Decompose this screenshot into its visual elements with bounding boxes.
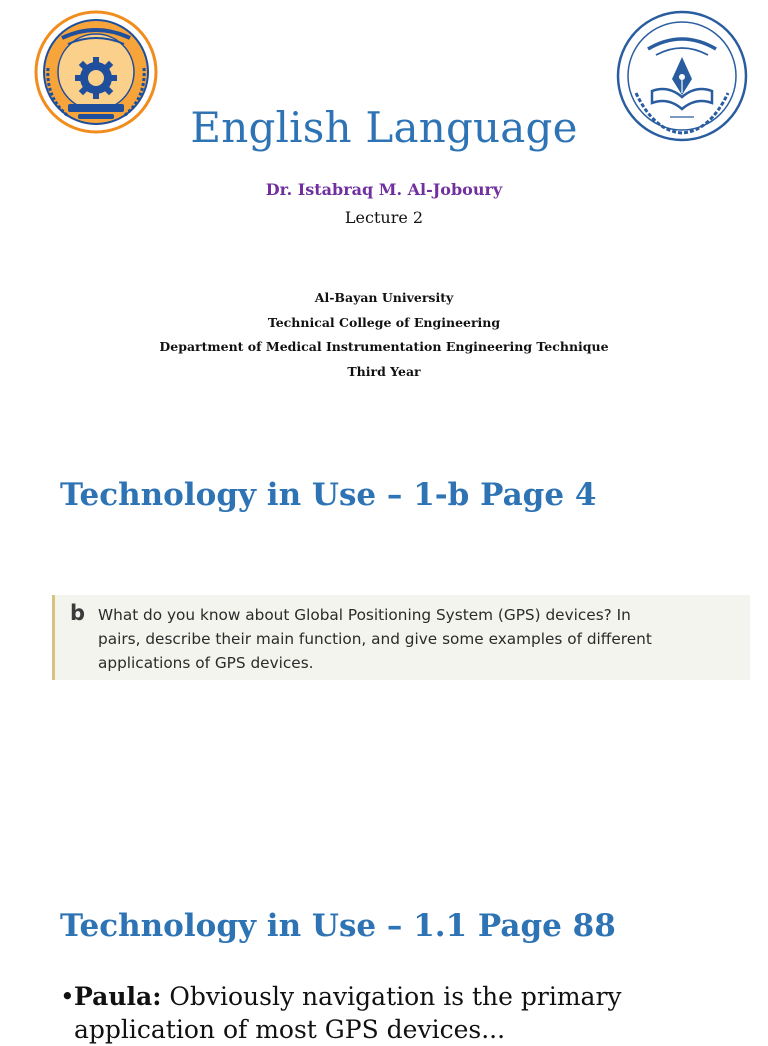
exercise-line-2: pairs, describe their main function, and give some examples of different bbox=[98, 630, 652, 648]
section-heading-2: Technology in Use – 1.1 Page 88 bbox=[60, 908, 616, 944]
college-name: Technical College of Engineering bbox=[267, 314, 501, 330]
exercise-line-1: What do you know about Global Positioning System (GPS) devices? In bbox=[98, 606, 631, 624]
section-heading-1: Technology in Use – 1-b Page 4 bbox=[60, 477, 597, 513]
department-name: Department of Medical Instrumentation Engineering Technique bbox=[159, 339, 609, 354]
exercise-box bbox=[52, 595, 750, 680]
university-name: Al-Bayan University bbox=[314, 290, 454, 305]
bullet-item bbox=[60, 980, 720, 1046]
speaker-name: Paula: bbox=[74, 982, 162, 1011]
author-name: Dr. Istabraq M. Al-Joboury bbox=[265, 180, 503, 199]
page-title: English Language bbox=[190, 103, 578, 152]
study-year: Third Year bbox=[347, 363, 421, 379]
bullet-marker: • bbox=[60, 982, 75, 1011]
exercise-line-3: applications of GPS devices. bbox=[98, 654, 314, 672]
exercise-text bbox=[98, 603, 738, 675]
bullet-text-line-2: application of most GPS devices... bbox=[74, 1015, 506, 1044]
exercise-letter: b bbox=[70, 601, 86, 625]
bullet-text-line-1: Obviously navigation is the primary bbox=[161, 982, 622, 1011]
affiliation-block bbox=[0, 286, 768, 384]
lecture-number: Lecture 2 bbox=[344, 208, 424, 227]
